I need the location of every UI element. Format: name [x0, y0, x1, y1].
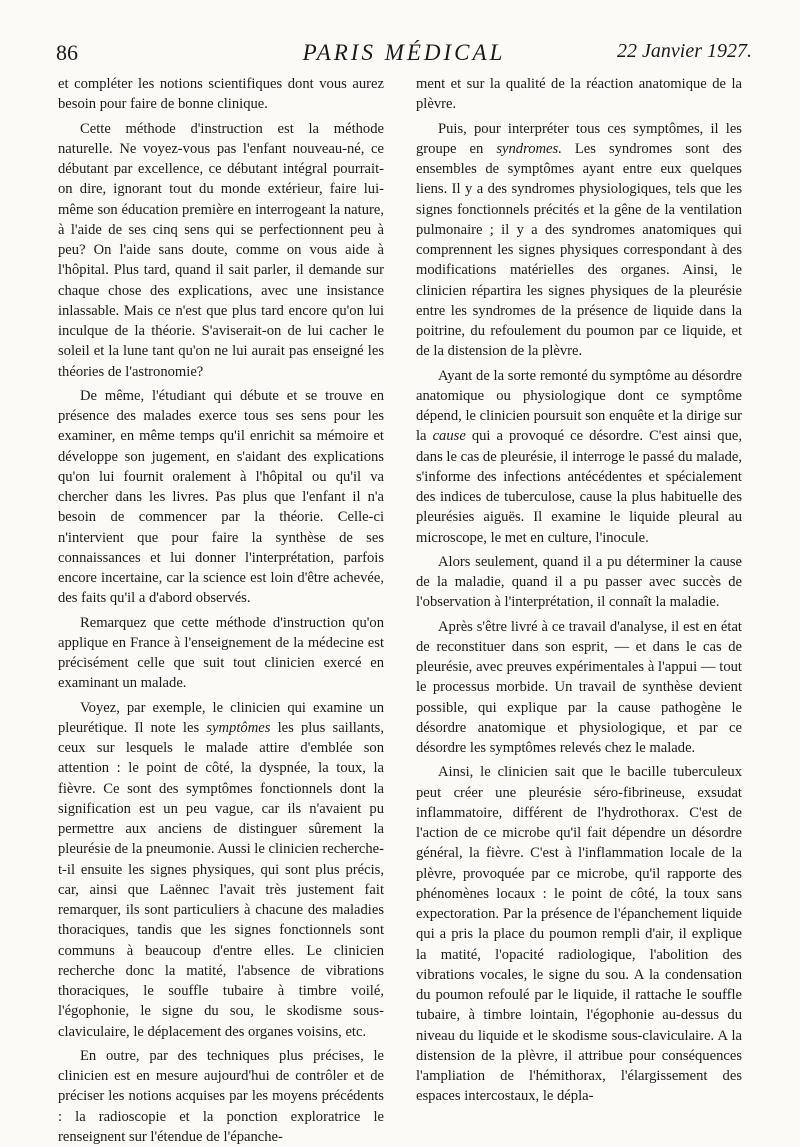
left-column — [58, 74, 384, 1147]
right-column — [416, 74, 742, 1107]
paragraph: Puis, pour interpréter tous ces symptômes, il les groupe en syndromes. Les syndromes sont des ensembles de symptômes ayant entre eux quelques liens. Il y a des syndromes physiologiques, tels que les signes fonctionnels précités et la gêne de la ventilation pulmonaire ; il y a des syndromes anatomiques qui comprennent les signes physiques correspondant à des modifications matérielles des organes. Ainsi, le clinicien répartira les signes physiques de la pleurésie entre les syndromes de la présence de liquide dans la poitrine, du refoulement du poumon par ce liquide, et de la distension de la plèvre. — [416, 120, 742, 360]
paragraph: Cette méthode d'instruction est la méthode naturelle. Ne voyez-vous pas l'enfant nouveau-né, ce débutant par excellence, ce débutant intégral pourrait-on dire, ignorant tout du monde extérieur, faire lui-même son éducation première en interrogeant la nature, à l'aide de ses cinq sens qui se perfectionnent peu à peu? On l'aide sans doute, comme on vous aide à l'hôpital. Plus tard, quand il sait parler, il demande sur chaque chose des explications, avec une insistance inlassable. Mais ce n'est que plus tard encore qu'on lui inculque de la théorie. S'aviserait-on de lui cacher le soleil et la lune tant qu'on ne lui aurait pas enseigné les théories de l'astronomie? — [58, 120, 384, 380]
paragraph: ment et sur la qualité de la réaction anatomique de la plèvre. — [416, 76, 742, 113]
paragraph: Remarquez que cette méthode d'instruction qu'on applique en France à l'enseignement de la médecine est précisément celle que suit tout clinicien exercé en examinant un malade. — [58, 614, 384, 692]
issue-date: 22 Janvier 1927. — [617, 40, 752, 62]
paragraph: Ainsi, le clinicien sait que le bacille tuberculeux peut créer une pleurésie séro-fibrineuse, exsudat inflammatoire, différent de l'hydrothorax. C'est de l'action de ce microbe qu'il fait dépendre un désordre général, la fièvre. C'est à l'inflammation locale de la plèvre, provoquée par ce microbe, qu'il rapporte des phénomènes locaux : le point de côté, la toux sans expectoration. Par la présence de l'épanchement liquide qui a pris la place du poumon rempli d'air, il explique la matité, l'opacité radiologique, l'abolition des vibrations vocales, le signe du sou. A la condensation du poumon refoulé par le liquide, il rattache le souffle tubaire, à timbre lointain, l'égophonie au-dessus du niveau du liquide et le skodisme sous-claviculaire. A la distension de la plèvre, il attribue pour conséquences l'ampliation de l'hémithorax, l'élargissement des espaces intercostaux, le dépla- — [416, 764, 742, 1105]
paragraph: En outre, par des techniques plus précises, le clinicien est en mesure aujourd'hui de contrôler et de préciser les notions acquises par les moyens précédents : la radioscopie et la ponction exploratrice le renseignent sur l'étendue de l'épanche- — [58, 1047, 384, 1145]
paragraph: Alors seulement, quand il a pu déterminer la cause de la maladie, quand il a pu passer avec succès de l'observation à l'interprétation, il connaît la maladie. — [416, 553, 742, 611]
paragraph: et compléter les notions scientifiques dont vous aurez besoin pour faire de bonne clinique. — [58, 76, 384, 113]
paragraph: Après s'être livré à ce travail d'analyse, il est en état de reconstituer dans son esprit, — et dans le cas de pleurésie, avec preuves expérimentales à l'appui — tout le processus morbide. Un travail de synthèse devient possible, qui explique par la cause pathogène le désordre anatomique et physiologique, et par ce désordre les symptômes relevés chez le malade. — [416, 618, 742, 756]
page-header — [56, 32, 752, 68]
journal-title: PARIS MÉDICAL — [302, 40, 506, 65]
emphasis: cause — [432, 428, 466, 445]
emphasis: symptômes — [206, 719, 271, 736]
paragraph: Ayant de la sorte remonté du symptôme au désordre anatomique ou physiologique dont ce symptôme dépend, le clinicien poursuit son enquête et la dirige sur la cause qui a provoqué ce désordre. C'est ainsi que, dans le cas de pleurésie, il interroge le passé du malade, s'informe des infections antécédentes et spécialement des indices de tuberculose, cause la plus habituelle des pleurésies aiguës. Il examine le liquide pleural au microscope, le met en culture, l'inocule. — [416, 367, 742, 546]
paragraph: De même, l'étudiant qui débute et se trouve en présence des malades exerce tous ses sens pour les examiner, en même temps qu'il enrichit sa mémoire et développe son jugement, en s'aidant des explications qu'on lui fournit oralement à l'hôpital ou qu'il va chercher dans les livres. Pas plus que l'enfant il n'a besoin de commencer par la théorie. Celle-ci n'intervient que pour faire la synthèse de ses connaissances et lui donner l'interprétation, parfois encore incertaine, car la science est loin d'être achevée, des faits qu'il a d'abord observés. — [58, 387, 384, 607]
emphasis: syndromes. — [496, 140, 562, 157]
page-number: 86 — [56, 40, 78, 65]
paragraph: Voyez, par exemple, le clinicien qui examine un pleurétique. Il note les symptômes les plus saillants, ceux sur lesquels le malade attire d'emblée son attention : le point de côté, la dyspnée, la toux, la fièvre. Ce sont des symptômes fonctionnels dont la signification est un peu vague, car ils n'avaient pu permettre aux anciens de distinguer sûrement la pleurésie de la pneumonie. Aussi le clinicien recherche-t-il ensuite les signes physiques, qui sont plus précis, car, ainsi que Laënnec l'avait très justement fait remarquer, ils sont particuliers à chacune des maladies thoraciques, tandis que les signes fonctionnels sont communs à beaucoup d'entre elles. Le clinicien recherche donc la matité, l'absence de vibrations thoraciques, le souffle tubaire à timbre voilé, l'égophonie, le signe du sou, le skodisme sous-claviculaire, le déplacement des organes voisins, etc. — [58, 699, 384, 1040]
